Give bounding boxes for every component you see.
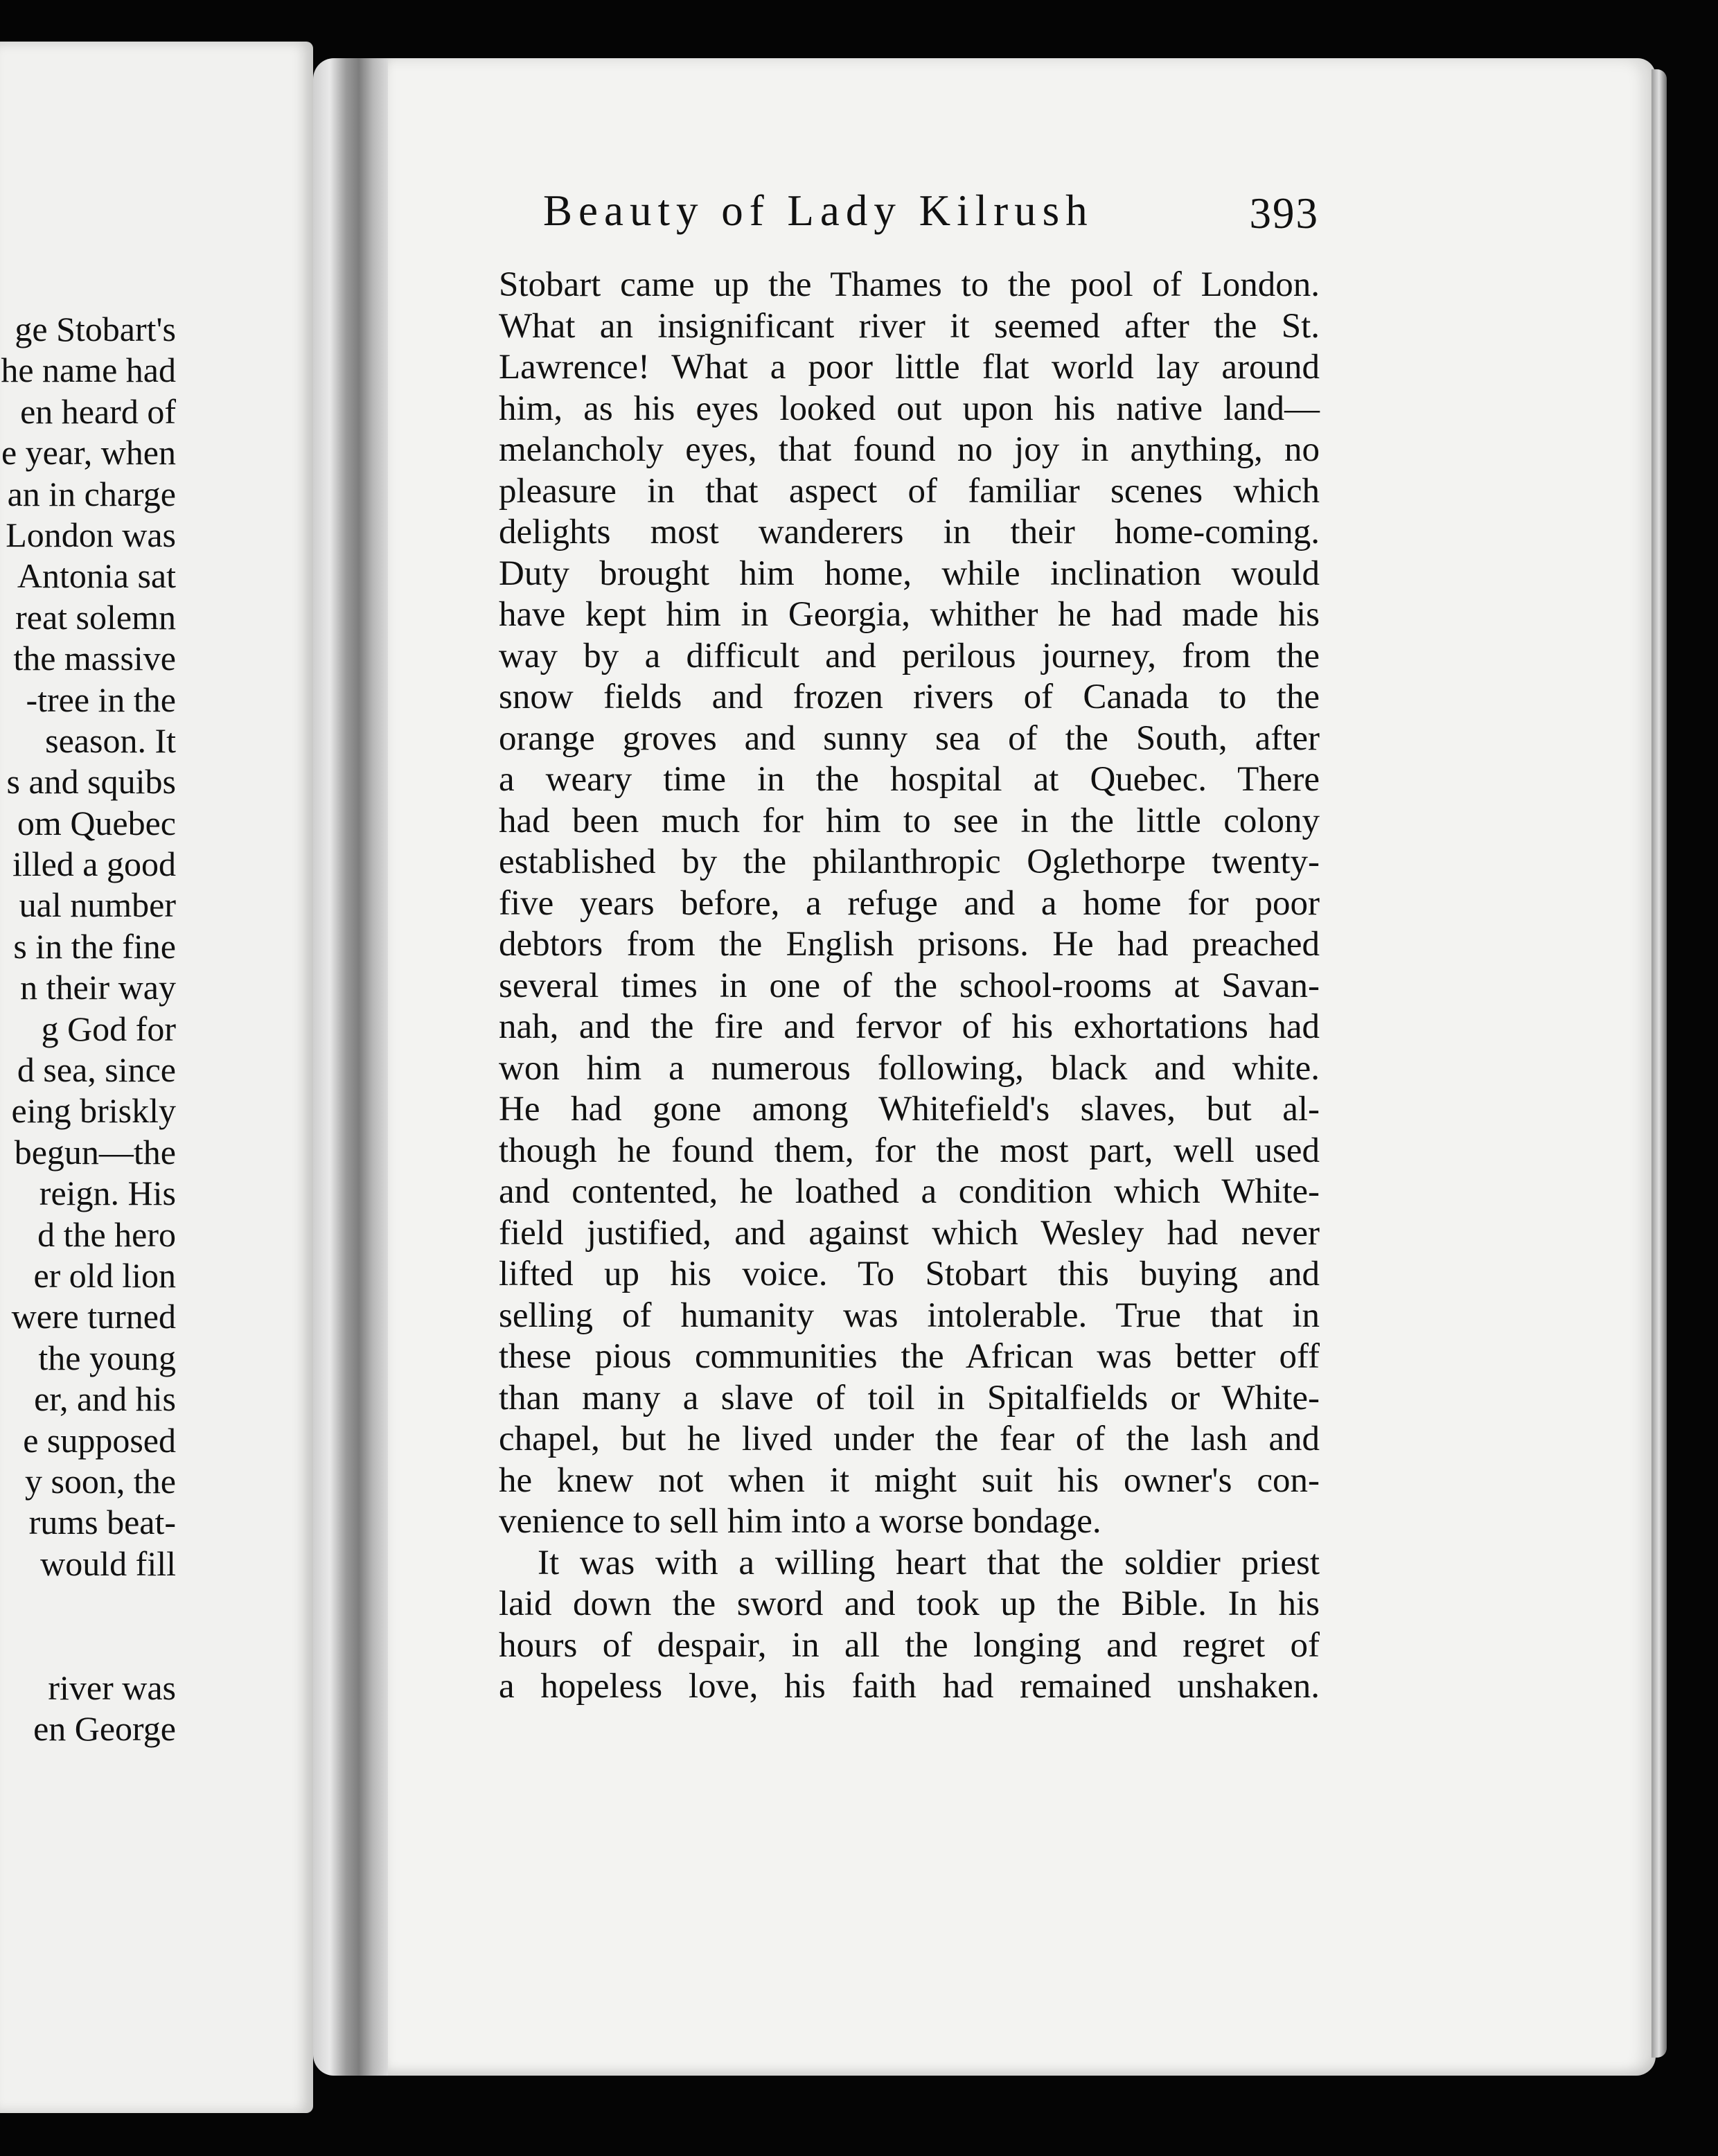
text-line: five years before, a refuge and a home for poor — [499, 883, 1320, 923]
text-line: reat solemn — [15, 597, 176, 637]
text-line: and contented, he loathed a condition which White- — [499, 1172, 1320, 1211]
text-line: ual number — [19, 885, 176, 925]
text-line: had been much for him to see in the little colony — [499, 801, 1320, 840]
text-line: hours of despair, in all the longing and regret of — [499, 1625, 1320, 1665]
paragraph-gap — [0, 1626, 176, 1668]
text-line: Antonia sat — [17, 556, 176, 596]
text-line: Duty brought him home, while inclination would — [499, 554, 1320, 593]
text-line: snow fields and frozen rivers of Canada to the — [499, 678, 1320, 716]
text-line: he name had — [1, 351, 176, 390]
page-body-text — [499, 265, 1320, 1708]
text-line: established by the philanthropic Oglethorpe twenty- — [499, 842, 1320, 881]
text-line: -tree in the — [26, 680, 176, 719]
text-line: chapel, but he lived under the fear of the lash and — [499, 1420, 1320, 1458]
text-line: om Quebec — [17, 803, 176, 842]
text-line: ge Stobart's — [15, 310, 176, 348]
text-line: won him a numerous following, black and white. — [499, 1048, 1320, 1088]
text-line: er, and his — [34, 1379, 176, 1419]
text-line: g God for — [41, 1009, 176, 1048]
text-line: than many a slave of toil in Spitalfields or White- — [499, 1378, 1320, 1417]
text-line: s in the fine — [13, 926, 176, 966]
text-line: river was — [48, 1668, 176, 1707]
text-line: lifted up his voice. To Stobart this buying and — [499, 1255, 1320, 1293]
text-line: It was with a willing heart that the soldier priest — [538, 1543, 1320, 1582]
text-line: the massive — [13, 639, 176, 678]
text-line: him, as his eyes looked out upon his native land— — [499, 389, 1320, 428]
text-line: e supposed — [23, 1420, 176, 1460]
text-line: selling of humanity was intolerable. True that in — [499, 1296, 1320, 1335]
text-line: He had gone among Whitefield's slaves, but al- — [499, 1090, 1320, 1129]
text-line: would fill — [40, 1544, 176, 1583]
text-line: d sea, since — [17, 1050, 176, 1090]
text-line: er old lion — [33, 1255, 176, 1295]
page-edge — [1651, 69, 1667, 2058]
text-line: London was — [6, 515, 176, 554]
running-title: Beauty of Lady Kilrush — [543, 186, 1094, 235]
text-line: field justified, and against which Wesley had never — [499, 1213, 1320, 1253]
text-line: en heard of — [20, 391, 176, 431]
text-line: several times in one of the school-rooms at Savan- — [499, 966, 1320, 1005]
text-line: venience to sell him into a worse bondage. — [499, 1502, 1101, 1541]
previous-page-text — [0, 309, 176, 1749]
previous-page — [0, 42, 313, 2113]
text-line: melancholy eyes, that found no joy in anything, no — [499, 430, 1320, 469]
text-line: eing briskly — [11, 1091, 176, 1131]
text-line: the young — [38, 1338, 176, 1377]
text-line: What an insignificant river it seemed after the St. — [499, 306, 1320, 346]
text-line — [0, 1584, 176, 1625]
text-line: laid down the sword and took up the Bible. In his — [499, 1584, 1320, 1623]
text-line: s and squibs — [6, 762, 176, 802]
text-line: illed a good — [12, 845, 176, 884]
text-line: y soon, the — [24, 1461, 176, 1501]
text-line: were turned — [11, 1297, 176, 1336]
book-gutter — [313, 58, 396, 2076]
text-line: a hopeless love, his faith had remained unshaken. — [499, 1667, 1320, 1706]
text-line: n their way — [20, 968, 176, 1007]
text-line: he knew not when it might suit his owner's con- — [499, 1460, 1320, 1500]
text-line: delights most wanderers in their home-coming. — [499, 513, 1320, 551]
page-number: 393 — [1249, 189, 1319, 238]
text-line: en George — [33, 1708, 176, 1748]
text-line: e year, when — [1, 433, 176, 472]
text-line: way by a difficult and perilous journey, from the — [499, 636, 1320, 675]
text-line: these pious communities the African was better off — [499, 1337, 1320, 1376]
text-line: Stobart came up the Thames to the pool of London. — [499, 265, 1320, 304]
text-line: nah, and the fire and fervor of his exhortations had — [499, 1007, 1320, 1046]
text-line: debtors from the English prisons. He had preached — [499, 925, 1320, 964]
text-line: though he found them, for the most part, well used — [499, 1131, 1320, 1170]
text-line: d the hero — [37, 1214, 176, 1254]
text-line: pleasure in that aspect of familiar scenes which — [499, 471, 1320, 511]
text-line: orange groves and sunny sea of the South, after — [499, 718, 1320, 758]
page-header — [543, 186, 1319, 248]
text-line: Lawrence! What a poor little flat world lay around — [499, 348, 1320, 387]
text-line: an in charge — [7, 474, 176, 513]
text-line: begun—the — [14, 1132, 176, 1172]
text-line: season. It — [45, 721, 176, 760]
text-line: rums beat- — [28, 1503, 176, 1542]
text-line: have kept him in Georgia, whither he had made his — [499, 595, 1320, 634]
text-line: reign. His — [39, 1174, 176, 1213]
text-line: a weary time in the hospital at Quebec. There — [499, 760, 1320, 799]
